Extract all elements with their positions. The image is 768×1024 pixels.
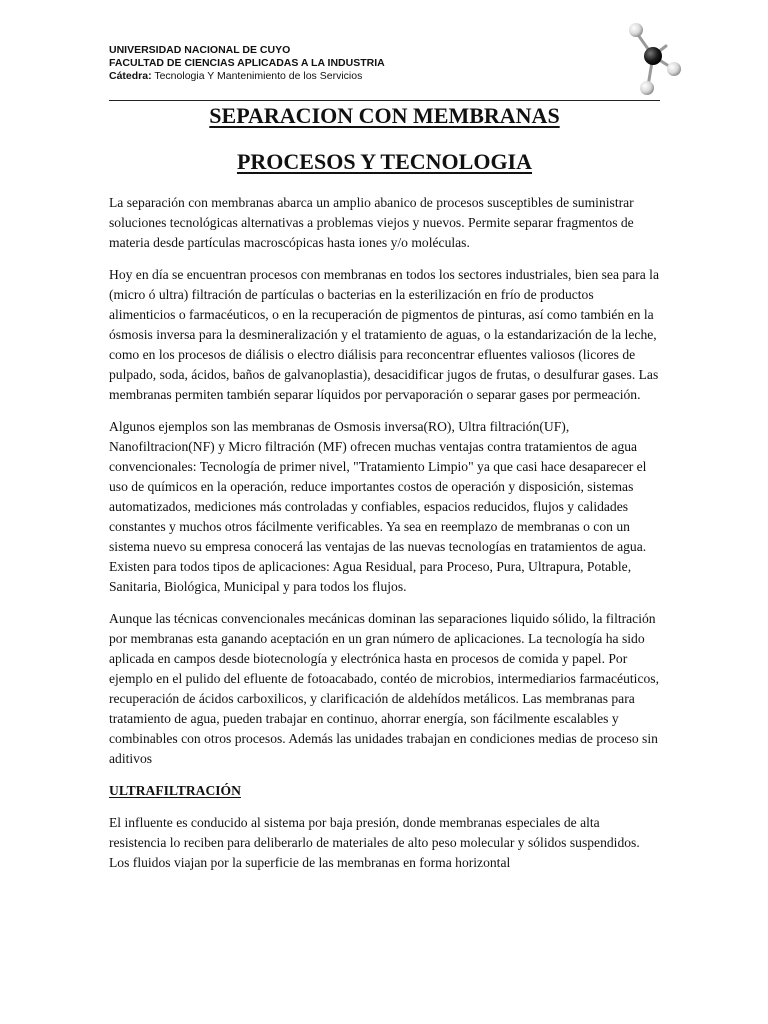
- document-subtitle: PROCESOS Y TECNOLOGIA: [236, 149, 533, 174]
- molecule-icon: [622, 20, 684, 98]
- section-heading-ultrafiltracion: ULTRAFILTRACIÓN: [109, 783, 241, 798]
- paragraph-examples: Algunos ejemplos son las membranas de Osmosis inversa(RO), Ultra filtración(UF), Nanofiltracion(NF) y Micro filtración (MF) ofrecen muchas ventajas contra tratamientos de agua convencionales: Tecnología de primer nivel, "Tratamiento Limpio" ya que casi hace desaparecer el uso de químicos en la operación, reduce importantes costos de operación y disposición, sistemas automatizados, mediciones más controladas y confiables, espacios reducidos, flujos y calidades constantes y muchos otros fácilmente verificables. Ya sea en reemplazo de membranas o con un sistema nuevo su empresa conocerá las ventajas de las nuevas tecnologías en tratamientos de agua. Existen para todos tipos de aplicaciones: Agua Residual, para Proceso, Pura, Ultrapura, Potable, Sanitaria, Biológica, Municipal y para todos los flujos.: [109, 419, 647, 594]
- header-divider: [109, 100, 660, 101]
- chair-value: Tecnologia Y Mantenimiento de los Servicios: [154, 70, 363, 82]
- paragraph-applications: Hoy en día se encuentran procesos con membranas en todos los sectores industriales, bien sea para la (micro ó ultra) filtración de partículas o bacterias en la esterilización en frío de productos alimenticios o farmacéuticos, o en la recuperación de pigmentos de pinturas, así como también en la ósmosis inversa para la desmineralización y el tratamiento de aguas, o la estandarización de la leche, como en los procesos de diálisis o electro diálisis para reconcentrar efluentes valiosos (licores de pulpado, soda, ácidos, baños de galvanoplastia), desacidificar jugos de frutas, o desulfurar gases. Las membranas permiten también separar líquidos por pervaporación o separar gases por permeación.: [109, 267, 659, 402]
- document-header: [109, 44, 609, 83]
- document-title: SEPARACION CON MEMBRANAS: [209, 103, 560, 128]
- paragraph-filtration: Aunque las técnicas convencionales mecánicas dominan las separaciones liquido sólido, la filtración por membranas esta ganando aceptación en un gran número de aplicaciones. La tecnología ha sido aplicada en campos desde biotecnología y electrónica hasta en procesos de comida y papel. Por ejemplo en el pulido del efluente de fotoacabado, contéo de microbios, intermediarios farmacéuticos, recuperación de ácidos carboxilicos, y clarificación de aldehídos metálicos. Las membranas para tratamiento de agua, pueden trabajar en continuo, ahorrar energía, son fácilmente escalables y combinables con otros procesos. Además las unidades trabajan en condiciones medias de proceso sin aditivos: [109, 611, 659, 766]
- document-body: [109, 193, 660, 885]
- faculty-name: FACULTAD DE CIENCIAS APLICADAS A LA INDUSTRIA: [109, 57, 385, 69]
- university-name: UNIVERSIDAD NACIONAL DE CUYO: [109, 44, 291, 56]
- chair-line: [109, 70, 609, 83]
- paragraph-ultrafiltracion: El influente es conducido al sistema por baja presión, donde membranas especiales de alta resistencia lo reciben para deliberarlo de materiales de alto peso molecular y sólidos suspendidos. Los fluidos viajan por la superficie de las membranas en forma horizontal: [109, 815, 640, 870]
- chair-label: Cátedra:: [109, 70, 152, 82]
- paragraph-intro: La separación con membranas abarca un amplio abanico de procesos susceptibles de suministrar soluciones tecnológicas alternativas a problemas viejos y nuevos. Permite separar fragmentos de materia desde partículas macroscópicas hasta iones y/o moléculas.: [109, 195, 634, 250]
